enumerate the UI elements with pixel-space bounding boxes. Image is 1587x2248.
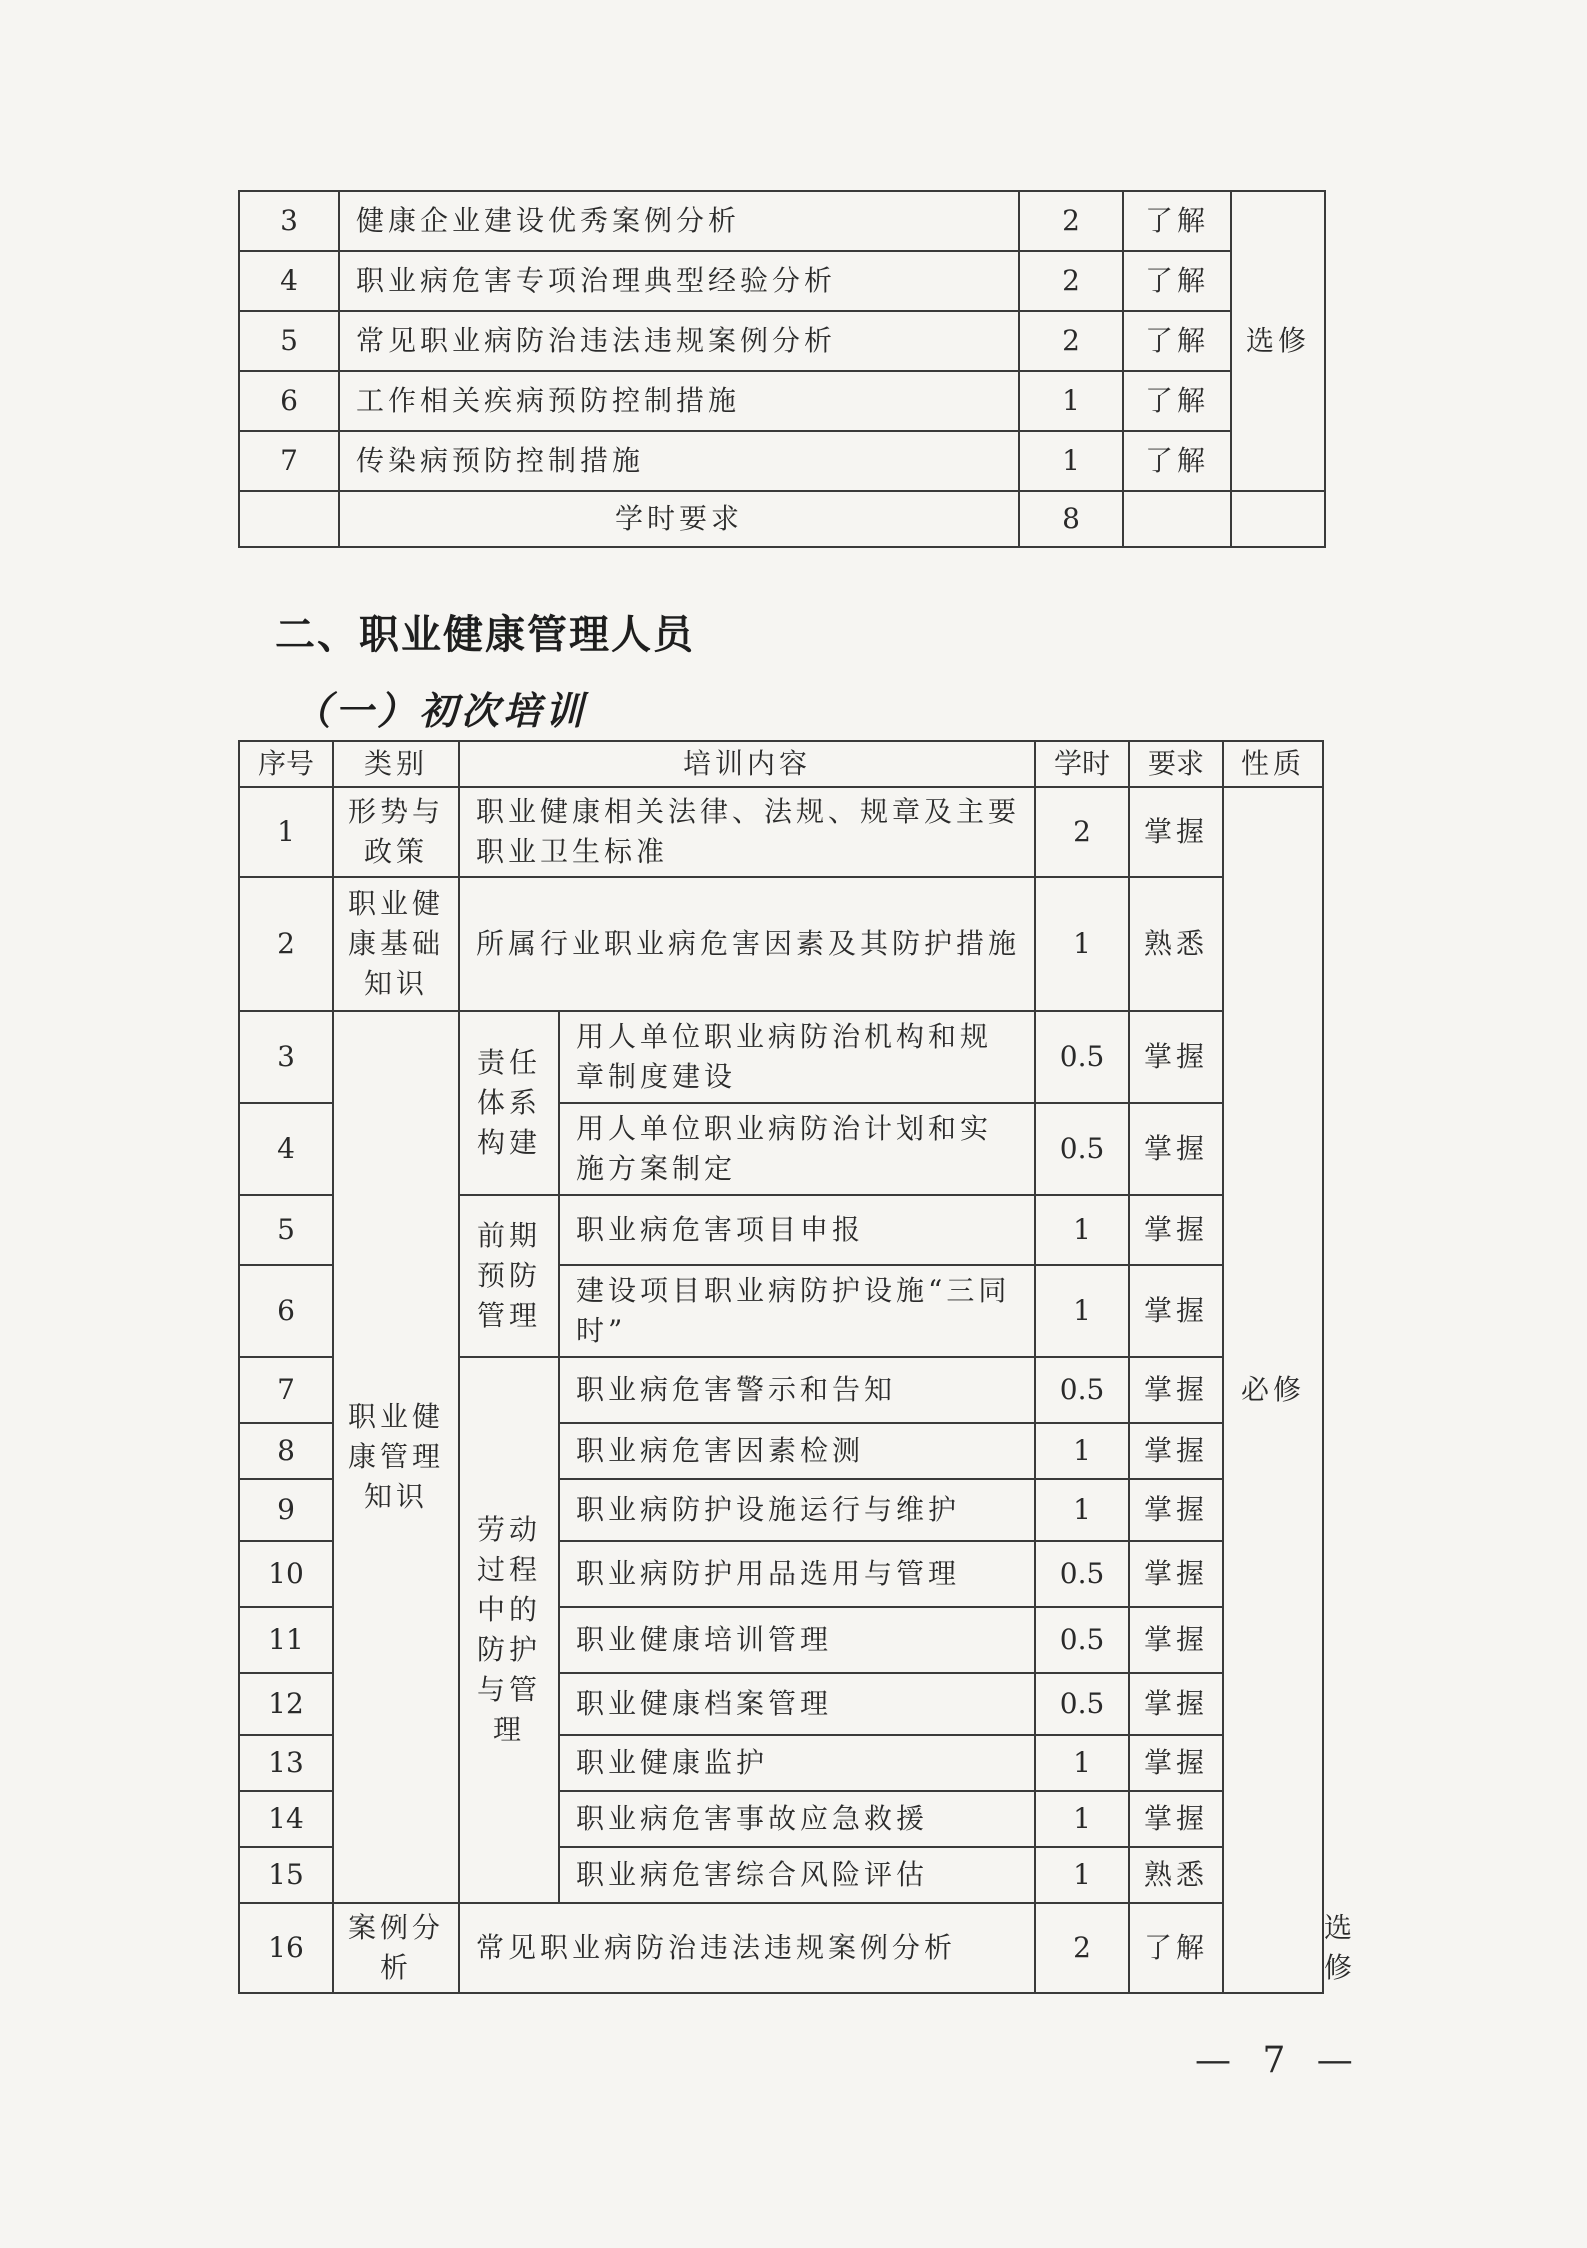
- elective-course-table: [238, 190, 1326, 548]
- course-content: 职业病防护设施运行与维护: [559, 1479, 1035, 1541]
- course-requirement: 了解: [1129, 1903, 1223, 1993]
- course-requirement: 掌握: [1129, 1103, 1223, 1195]
- course-content: 职业病危害因素检测: [559, 1423, 1035, 1479]
- table-row: [239, 251, 1325, 311]
- row-number: 14: [239, 1791, 333, 1847]
- row-number: 13: [239, 1735, 333, 1791]
- course-requirement: 了解: [1123, 251, 1231, 311]
- course-content: 职业健康档案管理: [559, 1673, 1035, 1735]
- header-nature: 性质: [1223, 741, 1323, 787]
- row-number: 12: [239, 1673, 333, 1735]
- row-number: 9: [239, 1479, 333, 1541]
- header-requirement: 要求: [1129, 741, 1223, 787]
- course-hours: 1: [1035, 1735, 1129, 1791]
- course-content: 常见职业病防治违法违规案例分析: [339, 311, 1019, 371]
- course-requirement: 掌握: [1129, 1791, 1223, 1847]
- course-hours: 2: [1019, 311, 1123, 371]
- table-header-row: [239, 741, 1323, 787]
- table-row: [239, 787, 1323, 877]
- course-requirement: 掌握: [1129, 1195, 1223, 1265]
- course-requirement: 了解: [1123, 431, 1231, 491]
- course-requirement: 熟悉: [1129, 1847, 1223, 1903]
- row-number: 15: [239, 1847, 333, 1903]
- course-hours: 1: [1019, 431, 1123, 491]
- course-content: 职业健康监护: [559, 1735, 1035, 1791]
- category-cell: 形势与政策: [333, 787, 459, 877]
- course-hours: 2: [1035, 1903, 1129, 1993]
- course-requirement: 掌握: [1129, 1265, 1223, 1357]
- page-number: — 7 —: [1195, 2040, 1363, 2081]
- table-row: [239, 877, 1323, 1011]
- course-requirement: 了解: [1123, 191, 1231, 251]
- course-hours: 1: [1019, 371, 1123, 431]
- row-number: 1: [239, 787, 333, 877]
- row-number: 2: [239, 877, 333, 1011]
- course-content: 常见职业病防治违法违规案例分析: [459, 1903, 1035, 1993]
- course-requirement: 掌握: [1129, 1541, 1223, 1607]
- course-content: 职业病危害综合风险评估: [559, 1847, 1035, 1903]
- course-hours: 0.5: [1035, 1541, 1129, 1607]
- course-hours: 1: [1035, 1265, 1129, 1357]
- row-number: 11: [239, 1607, 333, 1673]
- course-hours: 1: [1035, 1791, 1129, 1847]
- header-content: 培训内容: [459, 741, 1035, 787]
- row-number: 10: [239, 1541, 333, 1607]
- total-hours-value: 8: [1019, 491, 1123, 547]
- header-category: 类别: [333, 741, 459, 787]
- row-number: 5: [239, 311, 339, 371]
- course-requirement: 掌握: [1129, 1735, 1223, 1791]
- course-hours: 0.5: [1035, 1011, 1129, 1103]
- subcategory-cell: 责任体系构建: [459, 1011, 559, 1195]
- row-number: 4: [239, 1103, 333, 1195]
- course-hours: 2: [1019, 251, 1123, 311]
- course-requirement: 了解: [1123, 371, 1231, 431]
- course-hours: 0.5: [1035, 1357, 1129, 1423]
- course-requirement: 了解: [1123, 311, 1231, 371]
- course-requirement: 掌握: [1129, 787, 1223, 877]
- row-number: 3: [239, 191, 339, 251]
- course-content: 职业病防护用品选用与管理: [559, 1541, 1035, 1607]
- category-cell: 案例分析: [333, 1903, 459, 1993]
- course-hours: 2: [1019, 191, 1123, 251]
- course-requirement: 掌握: [1129, 1357, 1223, 1423]
- course-requirement: 熟悉: [1129, 877, 1223, 1011]
- category-cell: 职业健康基础知识: [333, 877, 459, 1011]
- course-hours: 1: [1035, 1423, 1129, 1479]
- total-row: [239, 491, 1325, 547]
- course-hours: 2: [1035, 787, 1129, 877]
- subcategory-cell: 劳动过程中的防护与管理: [459, 1357, 559, 1903]
- course-content: 职业病危害项目申报: [559, 1195, 1035, 1265]
- course-content: 所属行业职业病危害因素及其防护措施: [459, 877, 1035, 1011]
- table-row: [239, 431, 1325, 491]
- empty-cell: [1231, 491, 1325, 547]
- row-number: 6: [239, 1265, 333, 1357]
- total-hours-label: 学时要求: [339, 491, 1019, 547]
- table-row: [239, 311, 1325, 371]
- course-hours: 0.5: [1035, 1673, 1129, 1735]
- course-hours: 1: [1035, 1847, 1129, 1903]
- course-requirement: 掌握: [1129, 1673, 1223, 1735]
- course-content: 用人单位职业病防治计划和实施方案制定: [559, 1103, 1035, 1195]
- table-row: 16 案例分析 常见职业病防治违法违规案例分析 2 了解 选修: [239, 1903, 1323, 1993]
- row-number: 7: [239, 431, 339, 491]
- course-requirement: 掌握: [1129, 1479, 1223, 1541]
- subsection-title: （一）初次培训: [293, 688, 588, 733]
- empty-cell: [1123, 491, 1231, 547]
- row-number: 7: [239, 1357, 333, 1423]
- table-row: [239, 191, 1325, 251]
- course-content: 职业病危害专项治理典型经验分析: [339, 251, 1019, 311]
- course-hours: 0.5: [1035, 1103, 1129, 1195]
- header-number: 序号: [239, 741, 333, 787]
- course-content: 用人单位职业病防治机构和规章制度建设: [559, 1011, 1035, 1103]
- row-number: 3: [239, 1011, 333, 1103]
- course-hours: 1: [1035, 877, 1129, 1011]
- row-number: 6: [239, 371, 339, 431]
- header-hours: 学时: [1035, 741, 1129, 787]
- course-content: 传染病预防控制措施: [339, 431, 1019, 491]
- row-number: 4: [239, 251, 339, 311]
- subcategory-cell: 前期预防管理: [459, 1195, 559, 1357]
- course-content: 职业病危害警示和告知: [559, 1357, 1035, 1423]
- course-requirement: 掌握: [1129, 1607, 1223, 1673]
- section-title: 二、职业健康管理人员: [275, 612, 695, 658]
- table-row: [239, 371, 1325, 431]
- course-nature: 必修: [1223, 787, 1323, 1993]
- course-requirement: 掌握: [1129, 1423, 1223, 1479]
- course-content: 职业健康相关法律、法规、规章及主要职业卫生标准: [459, 787, 1035, 877]
- empty-cell: [239, 491, 339, 547]
- course-content: 建设项目职业病防护设施“三同时”: [559, 1265, 1035, 1357]
- course-nature: 选修: [1231, 191, 1325, 491]
- row-number: 8: [239, 1423, 333, 1479]
- course-content: 健康企业建设优秀案例分析: [339, 191, 1019, 251]
- initial-training-table: [238, 740, 1357, 1994]
- course-hours: 1: [1035, 1479, 1129, 1541]
- course-hours: 0.5: [1035, 1607, 1129, 1673]
- row-number: 5: [239, 1195, 333, 1265]
- category-cell: 职业健康管理知识: [333, 1011, 459, 1903]
- course-content: 工作相关疾病预防控制措施: [339, 371, 1019, 431]
- course-content: 职业病危害事故应急救援: [559, 1791, 1035, 1847]
- course-hours: 1: [1035, 1195, 1129, 1265]
- row-number: 16: [239, 1903, 333, 1993]
- course-content: 职业健康培训管理: [559, 1607, 1035, 1673]
- table-row: [239, 1011, 1323, 1103]
- course-requirement: 掌握: [1129, 1011, 1223, 1103]
